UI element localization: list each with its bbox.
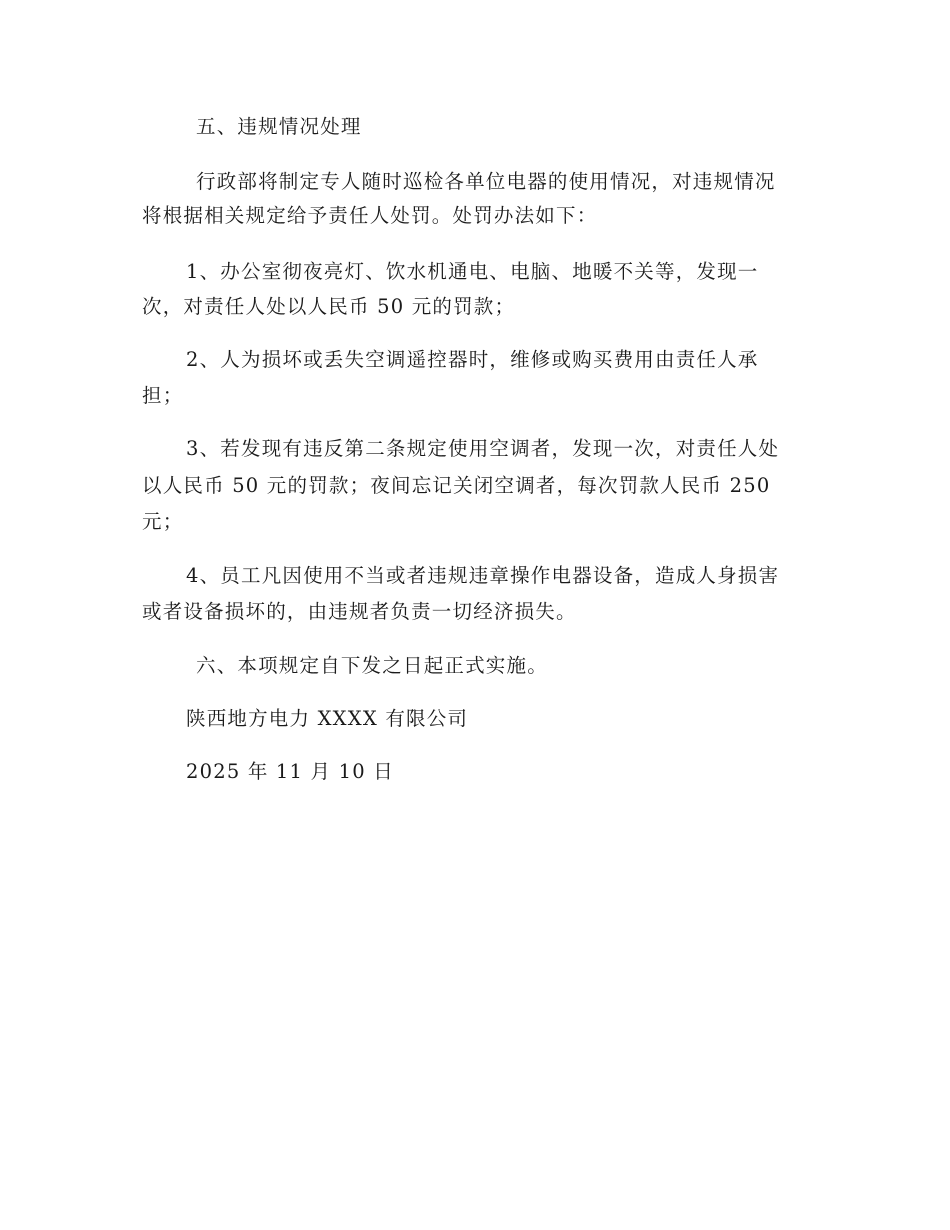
rule-item-4-line-1: 4、员工凡因使用不当或者违规违章操作电器设备，造成人身损害 xyxy=(186,564,780,587)
section-6-heading: 六、本项规定自下发之日起正式实施。 xyxy=(196,654,548,677)
rule-item-1-line-1: 1、办公室彻夜亮灯、饮水机通电、电脑、地暖不关等，发现一 xyxy=(186,260,759,283)
rule-item-3-line-3: 元； xyxy=(142,510,184,533)
signature-company: 陕西地方电力 XXXX 有限公司 xyxy=(186,707,469,730)
rule-item-4-line-2: 或者设备损坏的，由违规者负责一切经济损失。 xyxy=(142,600,577,623)
section-5-intro-line-2: 将根据相关规定给予责任人处罚。处罚办法如下： xyxy=(142,204,598,227)
section-5-intro-line-1: 行政部将制定专人随时巡检各单位电器的使用情况，对违规情况 xyxy=(196,170,776,193)
rule-item-3-line-2: 以人民币 50 元的罚款；夜间忘记关闭空调者，每次罚款人民币 250 xyxy=(142,474,771,497)
signature-date: 2025 年 11 月 10 日 xyxy=(186,760,394,783)
section-5-heading: 五、违规情况处理 xyxy=(196,115,362,138)
rule-item-2-line-2: 担； xyxy=(142,384,184,407)
rule-item-1-line-2: 次，对责任人处以人民币 50 元的罚款； xyxy=(142,295,516,318)
rule-item-2-line-1: 2、人为损坏或丢失空调遥控器时，维修或购买费用由责任人承 xyxy=(186,348,759,371)
rule-item-3-line-1: 3、若发现有违反第二条规定使用空调者，发现一次，对责任人处 xyxy=(186,437,780,460)
